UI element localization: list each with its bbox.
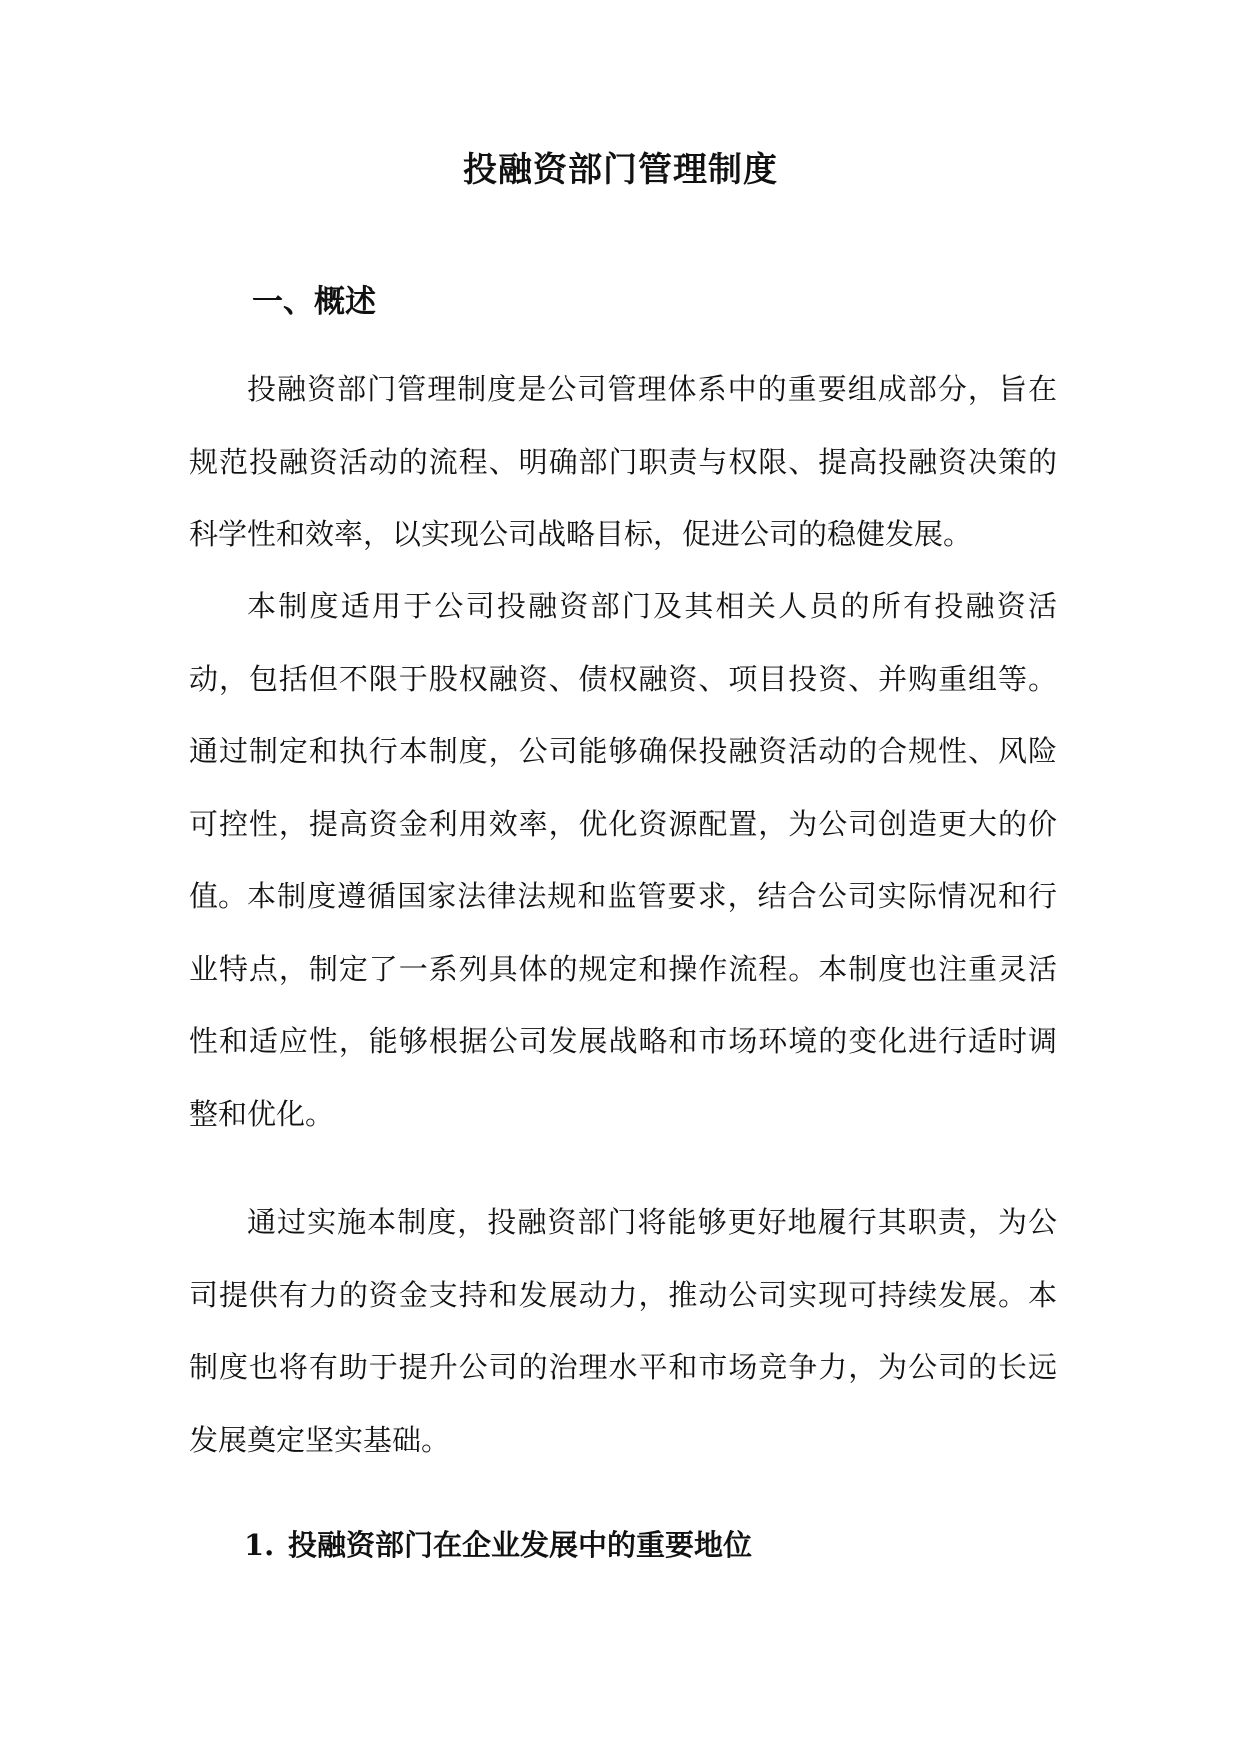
body-paragraph: 投融资部门管理制度是公司管理体系中的重要组成部分，旨在规范投融资活动的流程、明确部门职责与权限、提高投融资决策的科学性和效率，以实现公司战略目标，促进公司的稳健发展。 (189, 372, 1057, 551)
document-title: 投融资部门管理制度 (463, 150, 778, 190)
subsection-number: 1. (244, 1528, 275, 1562)
subsection-heading (244, 1525, 752, 1565)
body-paragraph: 本制度遵循国家法律法规和监管要求，结合公司实际情况和行业特点，制定了一系列具体的规定和操作流程。本制度也注重灵活性和适应性，能够根据公司发展战略和市场环境的变化进行适时调整和优化。 (189, 879, 1057, 1131)
section-heading-overview: 一、概述 (252, 284, 376, 320)
body-paragraph: 本制度适用于公司投融资部门及其相关人员的所有投融资活动，包括但不限于股权融资、债权融资、项目投资、并购重组等。通过制定和执行本制度，公司能够确保投融资活动的合规性、风险可控性，提高资金利用效率，优化资源配置，为公司创造更大的价值。 (189, 589, 1057, 913)
body-paragraph: 通过实施本制度，投融资部门将能够更好地履行其职责，为公司提供有力的资金支持和发展动力，推动公司实现可持续发展。本制度也将有助于提升公司的治理水平和市场竞争力，为公司的长远发展奠定坚实基础。 (189, 1205, 1057, 1457)
subsection-title: 投融资部门在企业发展中的重要地位 (288, 1528, 753, 1562)
